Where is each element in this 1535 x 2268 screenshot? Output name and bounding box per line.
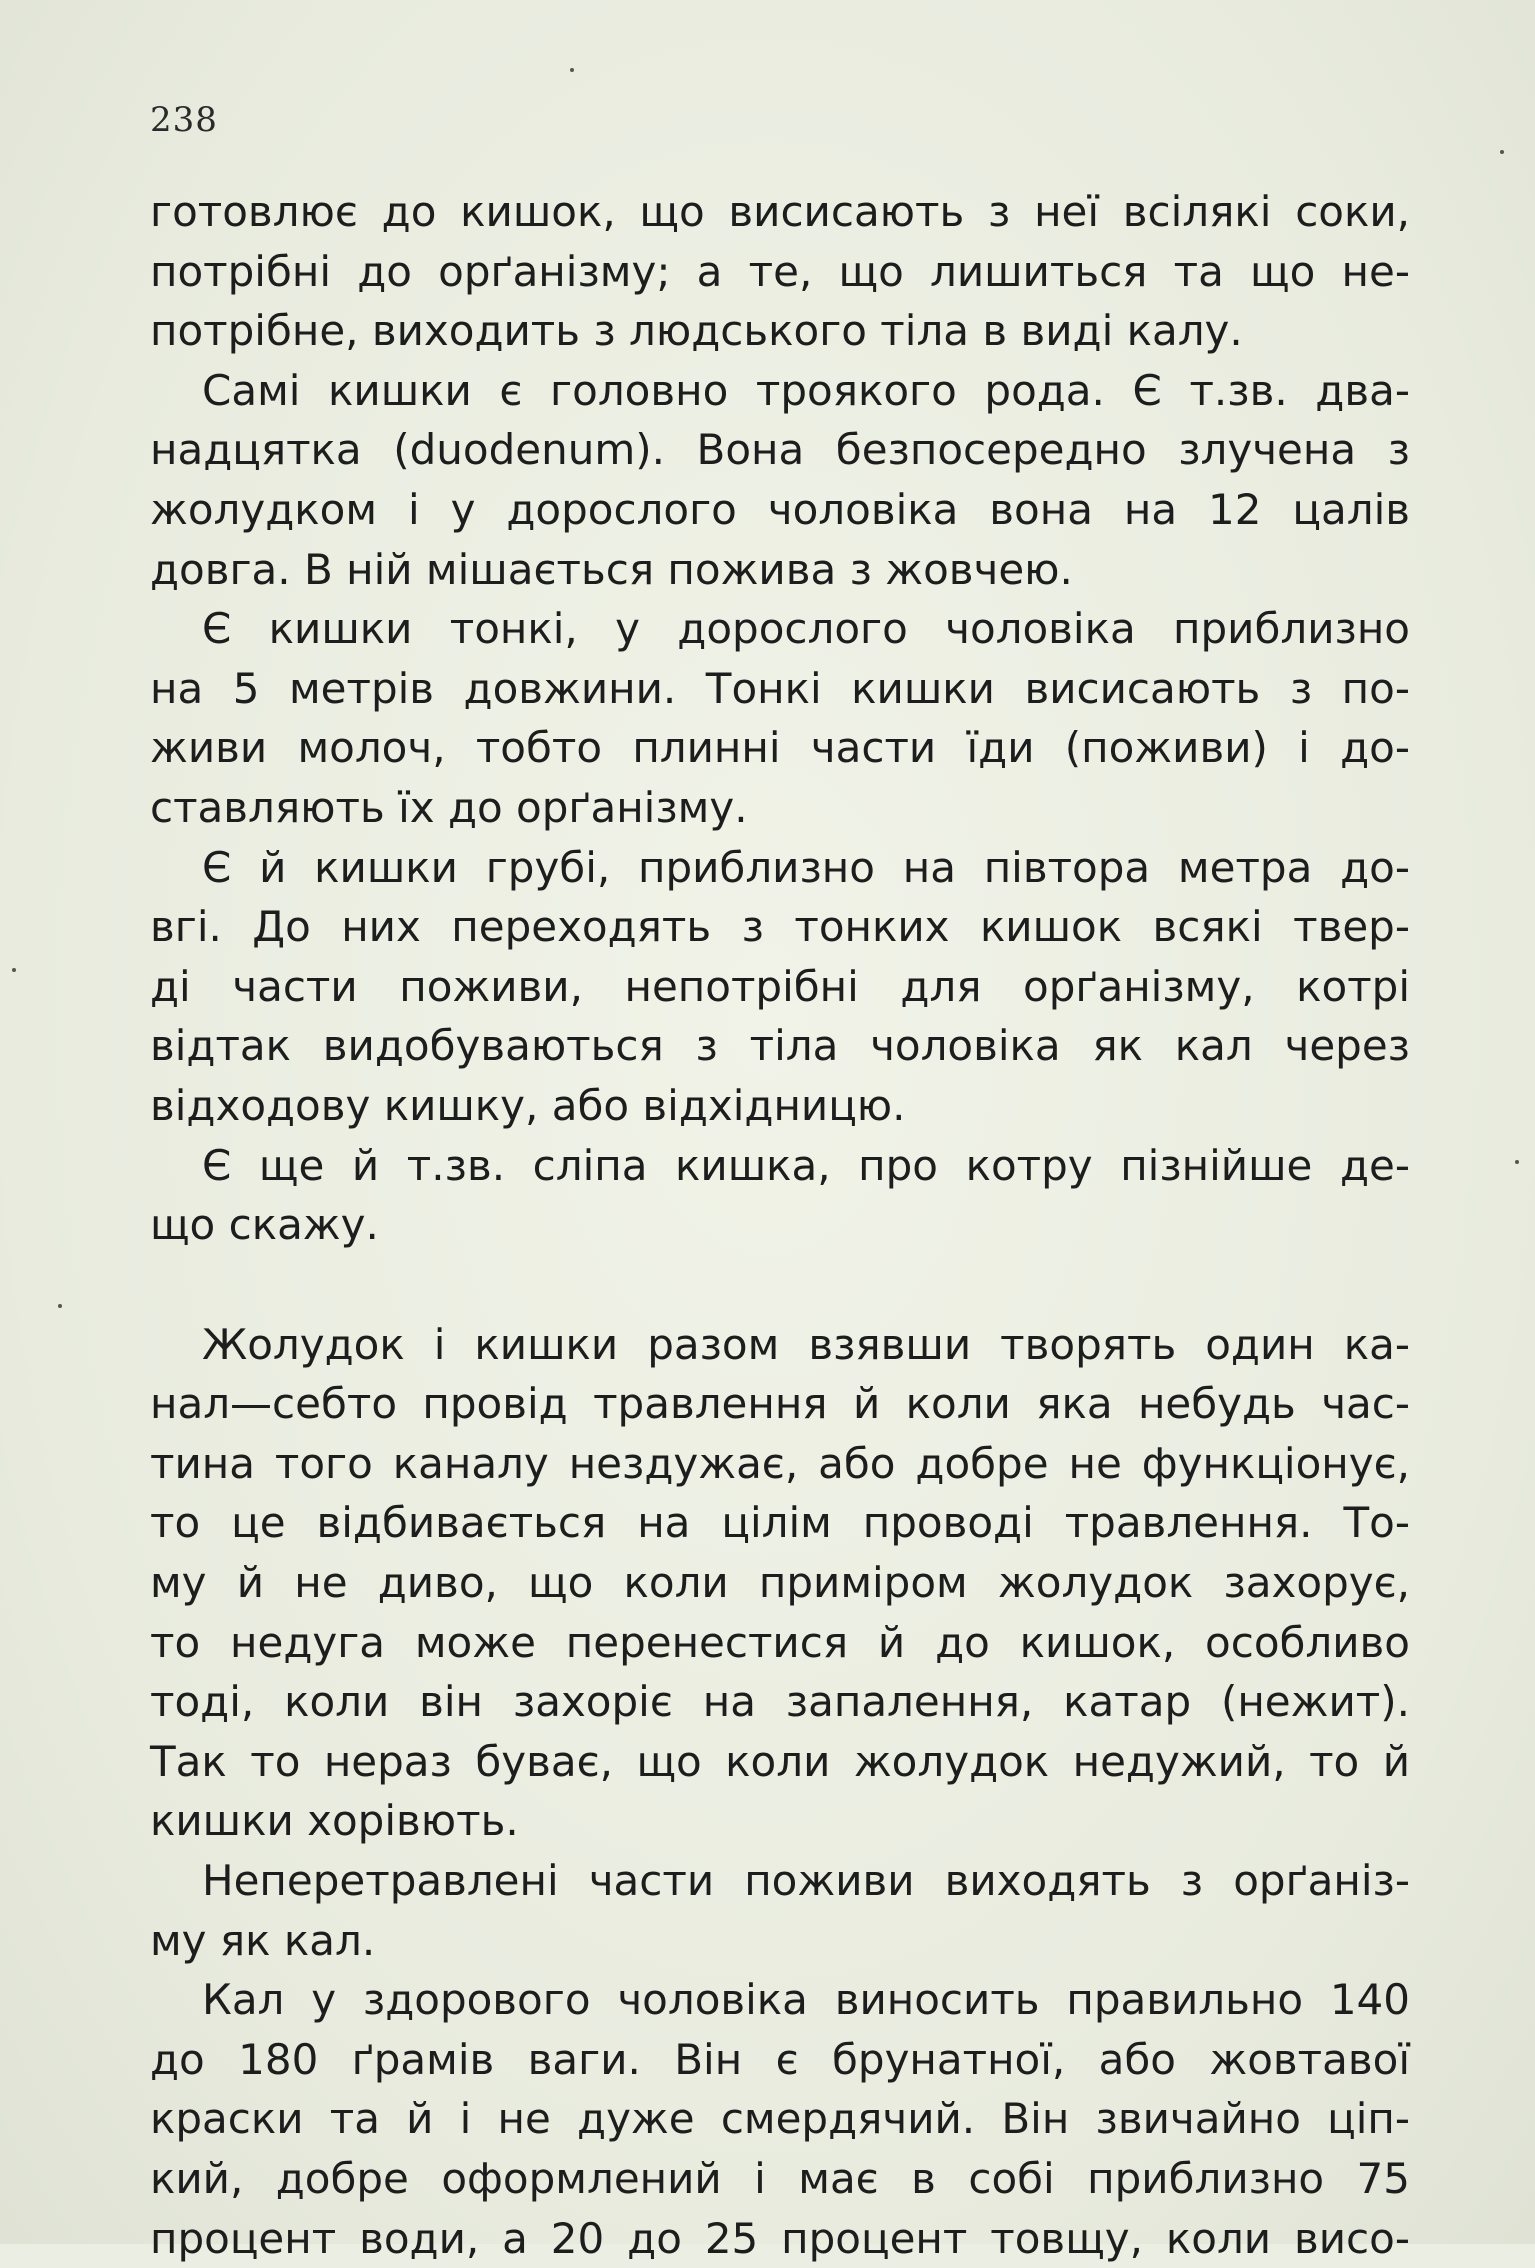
text-line: ставляють їх до орґанізму. — [150, 782, 748, 832]
text-line: ді части поживи, непотрібні для орґанізму, котрі — [150, 961, 1410, 1011]
text-line: Жолудок і кишки разом взявши творять один ка- — [202, 1319, 1410, 1369]
text-line: процент води, а 20 до 25 процент товщу, коли висо- — [150, 2213, 1410, 2263]
text-line: потрібні до орґанізму; а те, що лишиться та що не- — [150, 246, 1410, 296]
paragraph — [150, 1851, 1410, 1970]
paragraph — [150, 1315, 1410, 1851]
paragraph — [150, 182, 1410, 361]
body-text — [150, 182, 1410, 2268]
paragraph — [150, 599, 1410, 837]
paragraph — [150, 1136, 1410, 1255]
text-line: нал—себто провід травлення й коли яка небудь час- — [150, 1379, 1410, 1429]
text-line: Так то нераз буває, що коли жолудок недужий, то й — [150, 1736, 1410, 1786]
paragraph — [150, 361, 1410, 599]
paragraph-gap — [150, 1255, 1410, 1315]
text-line: відходову кишку, або відхідницю. — [150, 1080, 906, 1130]
text-line: надцятка (duodenum). Вона безпосередно злучена з — [150, 425, 1410, 475]
text-line: кий, добре оформлений і має в собі приблизно 75 — [150, 2154, 1410, 2203]
text-line: му як кал. — [150, 1915, 376, 1965]
text-line: му й не диво, що коли приміром жолудок захорує, — [150, 1558, 1410, 1608]
text-line: тина того каналу нездужає, або добре не функціонує, — [150, 1438, 1410, 1488]
text-line: жолудком і у дорослого чоловіка вона на 12 цалів — [150, 484, 1410, 534]
text-line: довга. В ній мішається пожива з жовчею. — [150, 544, 1073, 594]
scan-speck — [58, 1304, 62, 1308]
text-line: тоді, коли він захоріє на запалення, катар (нежит). — [150, 1677, 1410, 1727]
text-line: до 180 ґрамів ваги. Він є брунатної, або жовтавої — [150, 2034, 1410, 2084]
text-line: то недуга може перенестися й до кишок, особливо — [150, 1617, 1410, 1667]
text-line: Є ще й т.зв. сліпа кишка, про котру пізнійше де- — [202, 1140, 1410, 1190]
scan-speck — [1515, 1160, 1519, 1164]
scan-speck — [12, 968, 16, 972]
text-line: відтак видобуваються з тіла чоловіка як кал через — [150, 1021, 1410, 1071]
text-line: на 5 метрів довжини. Тонкі кишки висисають з по- — [150, 663, 1410, 713]
text-line: кишки хорівють. — [150, 1796, 519, 1846]
text-line: краски та й і не дуже смердячий. Він звичайно ціп- — [150, 2094, 1410, 2144]
text-line: Є кишки тонкі, у дорослого чоловіка приблизно — [202, 604, 1410, 654]
text-line: готовлює до кишок, що висисають з неї всілякі соки, — [150, 187, 1410, 236]
text-line: Самі кишки є головно троякого рода. Є т.зв. два- — [202, 365, 1410, 415]
paragraph — [150, 1970, 1410, 2268]
text-line: Неперетравлені части поживи виходять з орґаніз- — [202, 1856, 1410, 1906]
page-number: 238 — [150, 100, 218, 140]
text-line: то це відбивається на цілім проводі травлення. То- — [150, 1498, 1410, 1548]
text-line: що скажу. — [150, 1200, 379, 1250]
text-line: живи молоч, тобто плинні части їди (поживи) і до- — [150, 723, 1410, 773]
text-line: Є й кишки грубі, приблизно на півтора метра до- — [202, 842, 1410, 892]
text-line: Кал у здорового чоловіка виносить правильно 140 — [202, 1975, 1410, 2025]
paragraph — [150, 838, 1410, 1136]
text-line: вгі. До них переходять з тонких кишок всякі твер- — [150, 902, 1410, 952]
text-line: потрібне, виходить з людського тіла в виді калу. — [150, 306, 1243, 356]
scan-speck — [1500, 150, 1504, 154]
scan-speck — [570, 68, 574, 72]
